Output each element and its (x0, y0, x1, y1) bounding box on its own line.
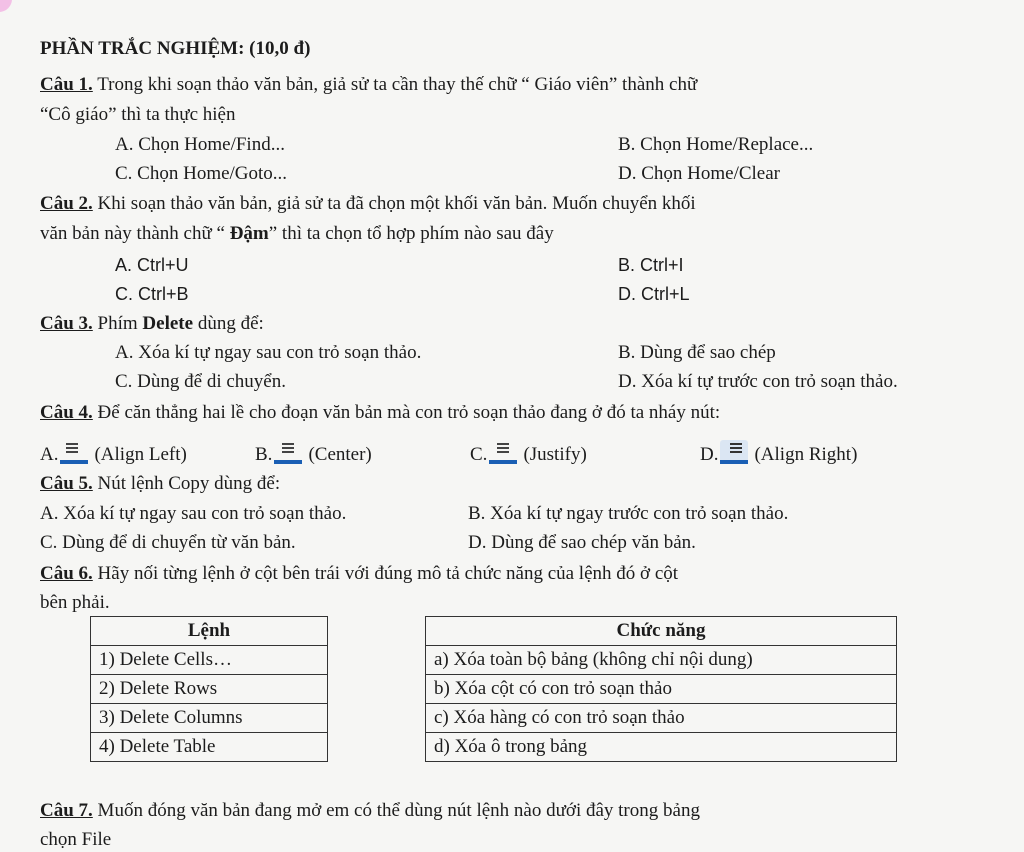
q2-option-c[interactable]: C. Ctrl+B (115, 284, 189, 304)
q4-option-b[interactable] (255, 440, 372, 466)
question-3-text: Phím (92, 313, 143, 334)
question-7-text: Muốn đóng văn bản đang mở em có thể dùng nút lệnh nào dưới đây trong bảng (92, 800, 700, 821)
table-row: d) Xóa ô trong bảng (426, 733, 897, 762)
table-row: a) Xóa toàn bộ bảng (không chỉ nội dung) (426, 646, 897, 675)
q4-c-text: (Justify) (523, 444, 587, 465)
table-row: 1) Delete Cells… (91, 646, 328, 675)
q3-option-b[interactable]: B. Dùng để sao chép (618, 342, 776, 363)
question-6-text-cont: bên phải. (40, 592, 110, 613)
question-5-stem (40, 473, 280, 495)
q4-d-prefix: D. (700, 444, 719, 465)
question-3-stem (40, 313, 264, 335)
question-2-label: Câu 2. (40, 193, 93, 214)
q4-c-prefix: C. (470, 444, 488, 465)
question-3-label: Câu 3. (40, 313, 93, 334)
q3-option-d[interactable]: D. Xóa kí tự trước con trỏ soạn thảo. (618, 371, 898, 392)
q5-option-c[interactable]: C. Dùng để di chuyển từ văn bản. (40, 532, 296, 553)
q1-option-b[interactable]: B. Chọn Home/Replace... (618, 134, 814, 155)
question-5-label: Câu 5. (40, 473, 93, 494)
commands-table (90, 616, 328, 762)
commands-header: Lệnh (91, 617, 328, 646)
question-1-label: Câu 1. (40, 74, 93, 95)
q4-d-text: (Align Right) (754, 444, 858, 465)
question-6-text: Hãy nối từng lệnh ở cột bên trái với đúng mô tả chức năng của lệnh đó ở cột (92, 563, 679, 584)
q1-option-c[interactable]: C. Chọn Home/Goto... (115, 163, 288, 184)
question-4-label: Câu 4. (40, 402, 93, 423)
q4-option-d[interactable] (700, 440, 857, 466)
q2-option-b[interactable]: B. Ctrl+I (618, 255, 684, 275)
question-4-text: Để căn thẳng hai lề cho đoạn văn bản mà con trỏ soạn thảo đang ở đó ta nháy nút: (92, 402, 721, 423)
q4-option-a[interactable] (40, 440, 187, 466)
functions-header: Chức năng (426, 617, 897, 646)
table-row: b) Xóa cột có con trỏ soạn thảo (426, 675, 897, 704)
q1-option-d[interactable]: D. Chọn Home/Clear (618, 163, 781, 184)
table-row: 4) Delete Table (91, 733, 328, 762)
q5-option-b[interactable]: B. Xóa kí tự ngay trước con trỏ soạn thảo. (468, 503, 789, 524)
question-4-stem (40, 402, 720, 424)
q1-option-a[interactable]: A. Chọn Home/Find... (115, 134, 285, 155)
q2-bold-word: Đậm (229, 223, 269, 244)
q3-text-end: dùng để: (193, 313, 264, 334)
corner-mark (0, 0, 12, 12)
q4-a-text: (Align Left) (94, 444, 187, 465)
q3-option-c[interactable]: C. Dùng để di chuyển. (115, 371, 286, 392)
q5-option-d[interactable]: D. Dùng để sao chép văn bản. (468, 532, 696, 553)
section-title: PHẦN TRẮC NGHIỆM: (10,0 đ) (40, 38, 311, 59)
question-7-label: Câu 7. (40, 800, 93, 821)
question-5-text: Nút lệnh Copy dùng để: (92, 473, 281, 494)
q4-b-text: (Center) (308, 444, 372, 465)
question-6-label: Câu 6. (40, 563, 93, 584)
question-1-text-cont: “Cô giáo” thì ta thực hiện (40, 104, 236, 125)
q3-option-a[interactable]: A. Xóa kí tự ngay sau con trỏ soạn thảo. (115, 342, 422, 363)
q4-option-c[interactable] (470, 440, 587, 466)
q4-b-prefix: B. (255, 444, 273, 465)
q2-text-end: ” thì ta chọn tổ hợp phím nào sau đây (268, 223, 554, 244)
question-7-text-cont: chọn File (40, 829, 112, 850)
q2-text-part: văn bản này thành chữ “ (40, 223, 230, 244)
q2-option-d[interactable]: D. Ctrl+L (618, 284, 690, 304)
q5-option-a[interactable]: A. Xóa kí tự ngay sau con trỏ soạn thảo. (40, 503, 347, 524)
table-row: 2) Delete Rows (91, 675, 328, 704)
q2-option-a[interactable]: A. Ctrl+U (115, 255, 189, 275)
functions-table (425, 616, 897, 762)
align-justify-icon (489, 440, 517, 464)
align-center-icon (274, 440, 302, 464)
q3-bold-key: Delete (142, 313, 194, 334)
table-row: 3) Delete Columns (91, 704, 328, 733)
align-left-icon (60, 440, 88, 464)
q4-a-prefix: A. (40, 444, 59, 465)
align-right-icon (720, 440, 748, 464)
question-2-stem (40, 193, 696, 215)
question-2-text-cont (40, 223, 554, 245)
question-2-text: Khi soạn thảo văn bản, giả sử ta đã chọn một khối văn bản. Muốn chuyển khối (92, 193, 696, 214)
question-6-stem (40, 563, 678, 585)
question-1-stem (40, 74, 697, 96)
question-7-stem (40, 800, 700, 822)
question-1-text: Trong khi soạn thảo văn bản, giả sử ta cần thay thế chữ “ Giáo viên” thành chữ (92, 74, 698, 95)
table-row: c) Xóa hàng có con trỏ soạn thảo (426, 704, 897, 733)
